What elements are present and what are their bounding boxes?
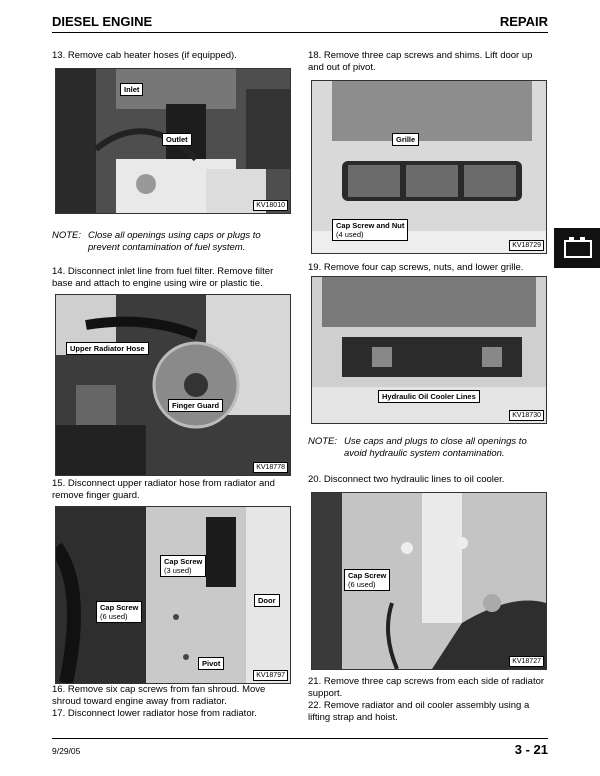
figure-code: KV18010 (253, 200, 288, 211)
step-13: 13. Remove cab heater hoses (if equipped). (52, 50, 237, 61)
note-label: NOTE: (52, 230, 82, 241)
label-grille: Grille (392, 133, 419, 146)
cap-screw-qty: (6 used) (348, 580, 376, 589)
header-rule (52, 32, 548, 33)
note-label: NOTE: (308, 436, 338, 447)
note-hydraulic: Use caps and plugs to close all openings to avoid hydraulic system contamination. (344, 436, 527, 459)
cap-screw-name: Cap Screw (348, 571, 387, 580)
cap-screw-qty: (6 used) (100, 612, 128, 621)
photo-radiator-support (311, 492, 547, 670)
photo-grille (311, 80, 547, 254)
photo-oil-cooler-lines (311, 276, 547, 424)
step-20: 20. Disconnect two hydraulic lines to oil cooler. (308, 474, 505, 485)
label-outlet: Outlet (162, 133, 192, 146)
label-pivot: Pivot (198, 657, 224, 670)
battery-icon (564, 240, 592, 258)
figure-code: KV18727 (509, 656, 544, 667)
label-cap-screw-3 (160, 555, 206, 577)
label-upper-radiator-hose: Upper Radiator Hose (66, 342, 149, 355)
cap-screw-nut-qty: (4 used) (336, 230, 364, 239)
cap-screw-qty: (3 used) (164, 566, 192, 575)
figure-code: KV18797 (253, 670, 288, 681)
photo-radiator-hose (55, 294, 291, 476)
step-19: 19. Remove four cap screws, nuts, and lower grille. (308, 262, 524, 273)
step-15: 15. Disconnect upper radiator hose from radiator and remove finger guard. (52, 478, 275, 501)
revision-date: 9/29/05 (52, 746, 81, 756)
cap-screw-name: Cap Screw (164, 557, 203, 566)
step-17: 17. Disconnect lower radiator hose from radiator. (52, 708, 257, 719)
photo-radiator-hose-art (56, 295, 290, 475)
figure-code: KV18729 (509, 240, 544, 251)
label-finger-guard: Finger Guard (168, 399, 223, 412)
note-fuel: Close all openings using caps or plugs to prevent contamination of fuel system. (88, 230, 261, 253)
page-number: 3 - 21 (514, 742, 548, 757)
footer-rule (52, 738, 548, 739)
section-tab (554, 228, 600, 268)
section-title: DIESEL ENGINE (52, 14, 153, 29)
step-22: 22. Remove radiator and oil cooler assembly using a lifting strap and hoist. (308, 700, 530, 723)
label-inlet: Inlet (120, 83, 143, 96)
label-hydraulic-oil-cooler-lines: Hydraulic Oil Cooler Lines (378, 390, 480, 403)
figure-code: KV18778 (253, 462, 288, 473)
step-16: 16. Remove six cap screws from fan shroud. Move shroud toward engine away from radiator. (52, 684, 266, 707)
label-cap-screw-nut (332, 219, 408, 241)
step-18: 18. Remove three cap screws and shims. Lift door up and out of pivot. (308, 50, 533, 73)
step-21: 21. Remove three cap screws from each side of radiator support. (308, 676, 545, 699)
step-14: 14. Disconnect inlet line from fuel filter. Remove filter base and attach to engine using wire or plastic tie. (52, 266, 274, 289)
photo-fuel-filter (55, 68, 291, 214)
figure-code: KV18730 (509, 410, 544, 421)
chapter-title: REPAIR (499, 14, 548, 29)
label-cap-screw-6 (96, 601, 142, 623)
label-door: Door (254, 594, 280, 607)
label-cap-screw-support (344, 569, 390, 591)
cap-screw-nut-name: Cap Screw and Nut (336, 221, 405, 230)
cap-screw-name: Cap Screw (100, 603, 139, 612)
